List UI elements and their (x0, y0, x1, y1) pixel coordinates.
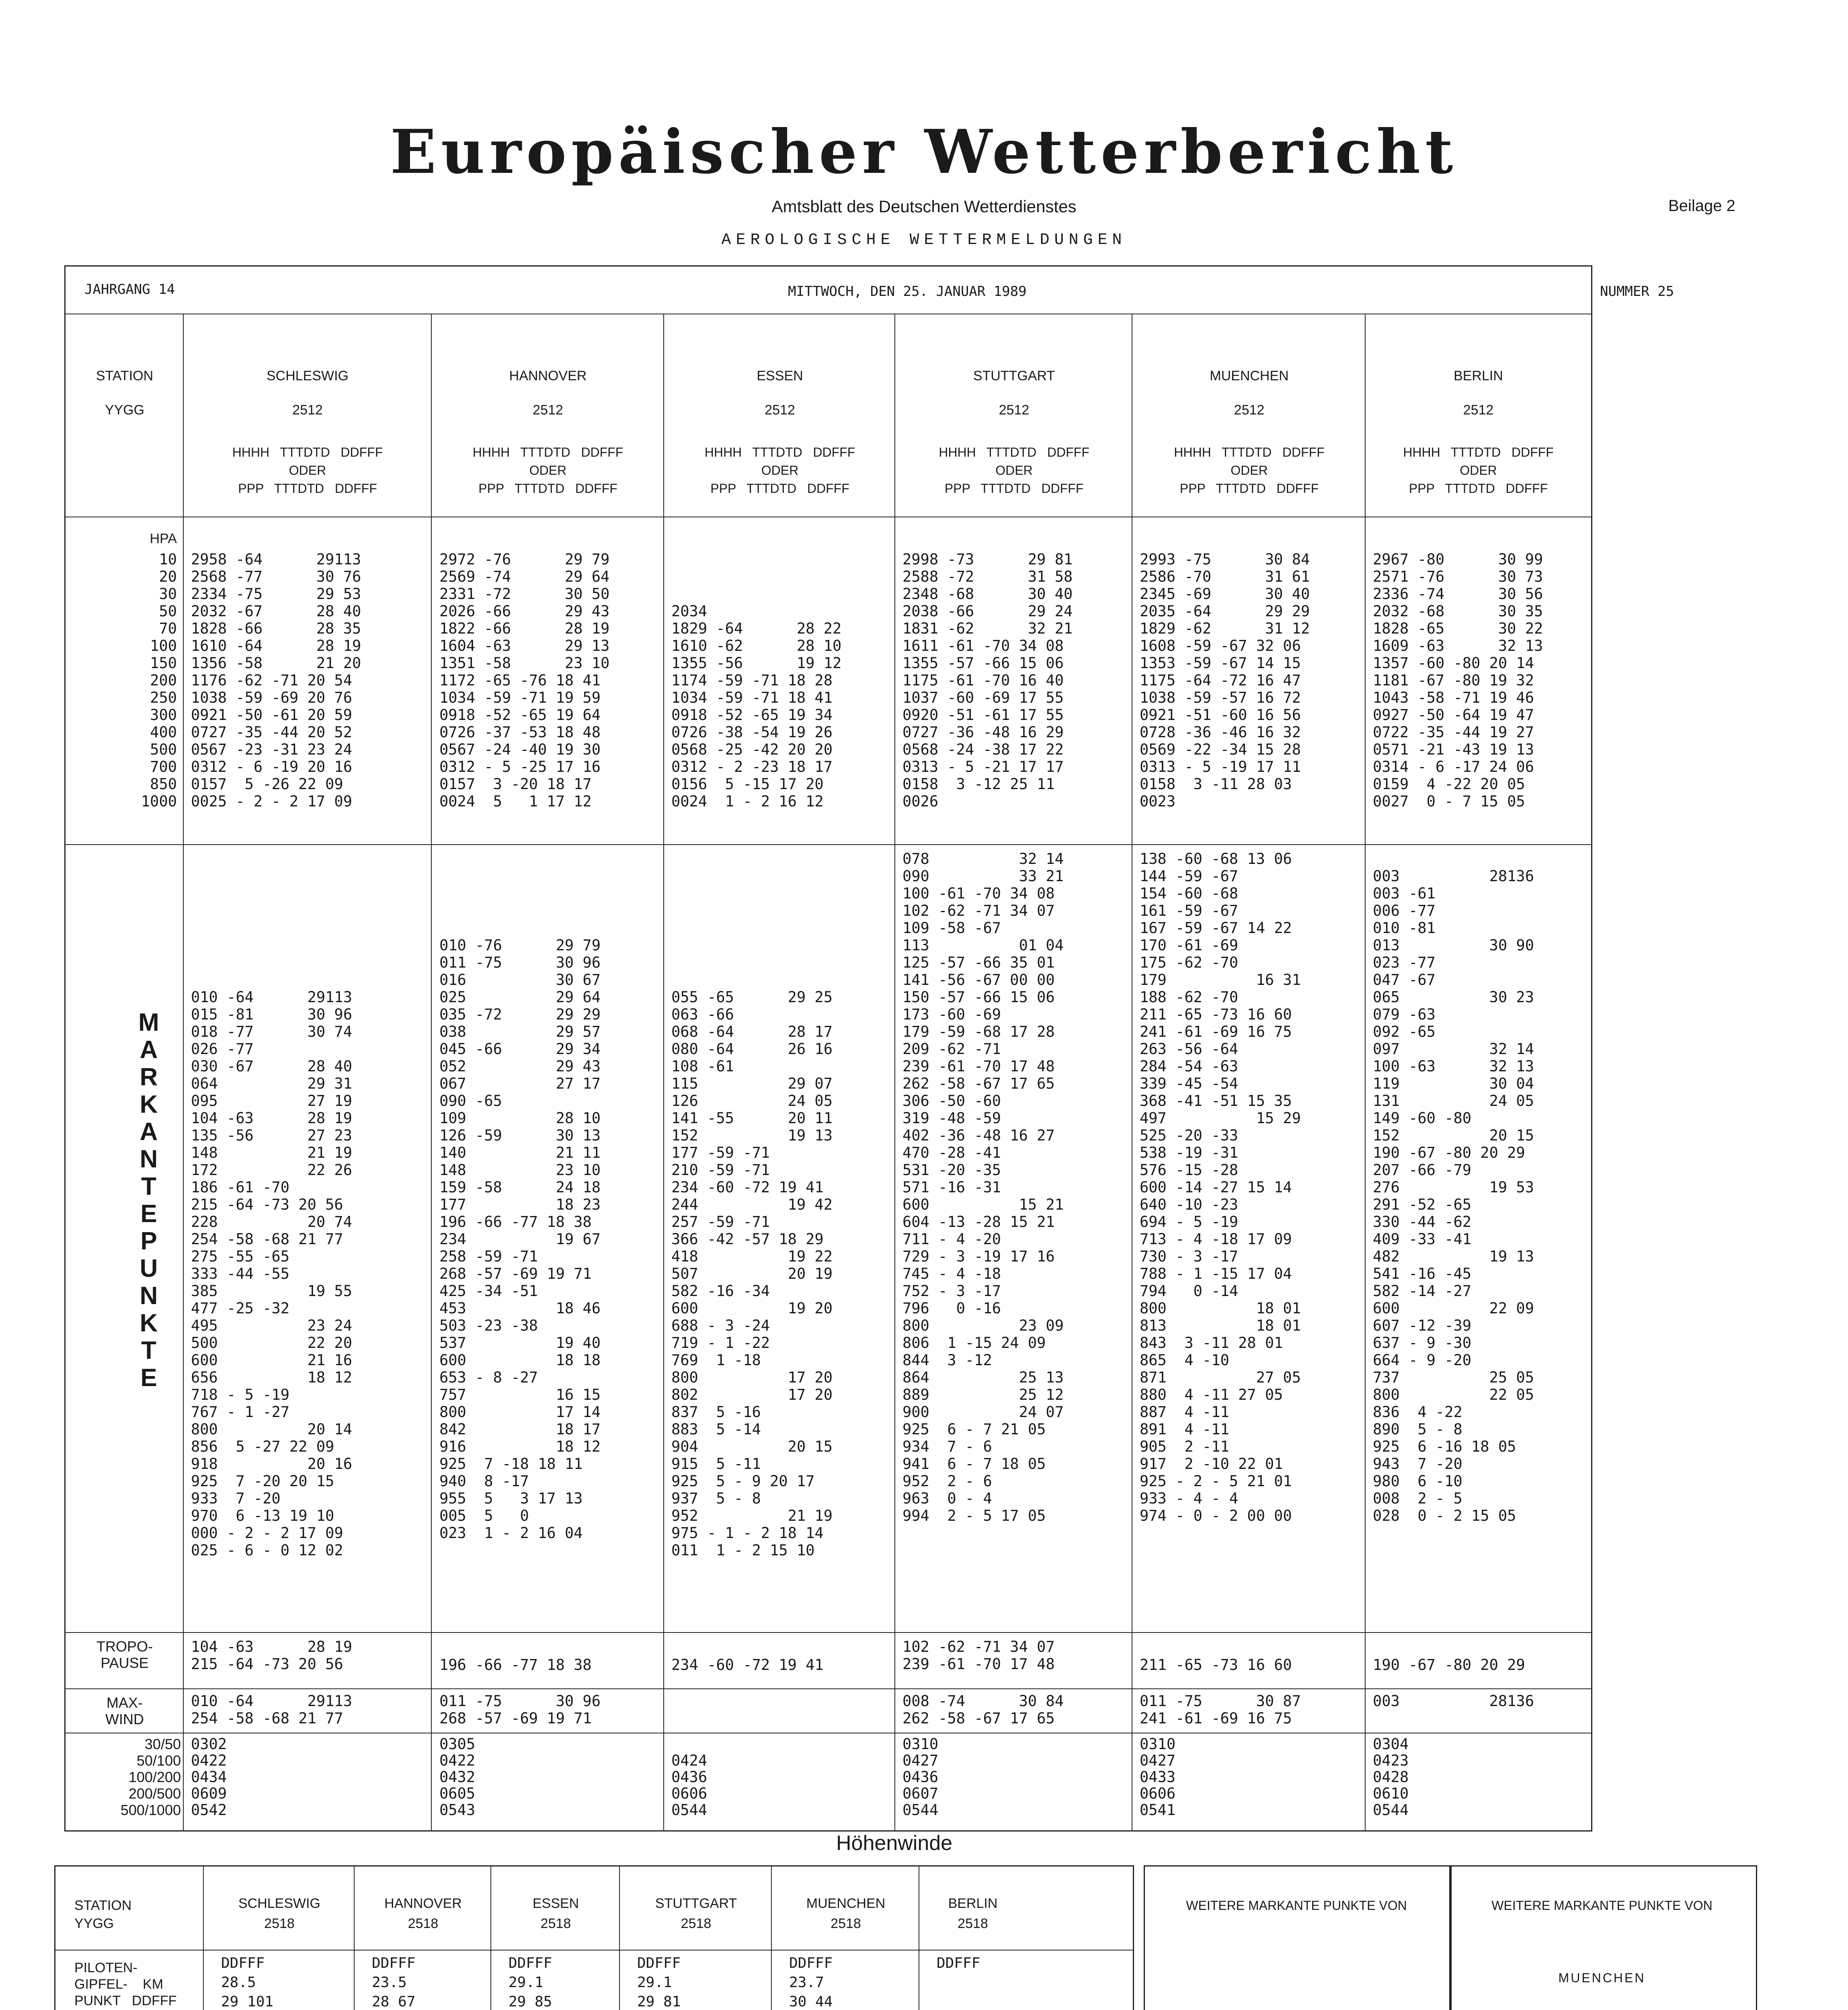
thickness-data: 0424 0436 0606 0544 (671, 1752, 708, 1819)
station-label: STATION (96, 368, 154, 384)
section-title: AEROLOGISCHE WETTERMELDUNGEN (721, 231, 1127, 249)
maxwind-data: 003 28136 (1373, 1692, 1534, 1710)
tropopause-data: 211 -65 -73 16 60 (1140, 1656, 1292, 1674)
col-header-mid: ODER (995, 463, 1033, 478)
hw-station-yygg: 2518 (540, 1916, 571, 1931)
hpa-label: HPA (150, 531, 177, 546)
col-header-bot: PPP TTTDTD DDFFF (1179, 481, 1319, 496)
jahrgang: JAHRGANG 14 (84, 281, 175, 297)
piloten-data: DDFFF 28.5 29 101 (221, 1955, 274, 2010)
markante-punkte-data: 078 32 14 090 33 21 100 -61 -70 34 08 102 -62 -71 34 07 109 -58 -67 113 01 04 125 -57 -66 35 01 141 -56 -67 00 00 150 -57 -66 15 06 173 -60 -69 179 -59 -68 17 28 209 -62 -71 239 -61 -70 17 48 262 -58 -67 17 65 306 -50 -60 319 -48 -59 402 -36 -48 16 27 470 -28 -41 531 -20 -35 571 -16 -31 600 15 21 604 -13 -28 15 21 711 - 4 -20 729 - 3 -19 17 16 745 - 4 -18 752 - 3 -17 796 0 -16 800 23 09 806 1 -15 24 09 844 3 -12 864 25 13 889 25 12 900 24 07 925 6 - 7 21 05 934 7 - 6 941 6 - 7 18 05 952 2 - 6 963 0 - 4 994 2 - 5 17 05 (902, 850, 1064, 1524)
markante-punkte-data: 010 -64 29113 015 -81 30 96 018 -77 30 74 026 -77 030 -67 28 40 064 29 31 095 27 19 104 -63 28 19 135 -56 27 23 148 21 19 172 22 26 186 -61 -70 215 -64 -73 20 56 228 20 74 254 -58 -68 21 77 275 -55 -65 333 -44 -55 385 19 55 477 -25 -32 495 23 24 500 22 20 600 21 16 656 18 12 718 - 5 -19 767 - 1 -27 800 20 14 856 5 -27 22 09 918 20 16 925 7 -20 20 15 933 7 -20 970 6 -13 19 10 000 - 2 - 2 17 09 025 - 6 - 0 12 02 (191, 989, 352, 1559)
hw-station-yygg: 2518 (958, 1916, 988, 1931)
maxwind-data: 010 -64 29113 254 -58 -68 21 77 (191, 1692, 352, 1727)
tropopause-data: 102 -62 -71 34 07 239 -61 -70 17 48 (902, 1638, 1055, 1673)
col-header-bot: PPP TTTDTD DDFFF (944, 481, 1084, 496)
station-yygg: 2512 (999, 402, 1030, 418)
hoehenwinde-title: Höhenwinde (836, 1832, 953, 1855)
thickness-labels: 30/50 50/100 100/200 200/500 500/1000 (120, 1736, 181, 1818)
col-header-top: HHHH TTTDTD DDFFF (1174, 445, 1325, 459)
standard-level-data: 2998 -73 29 81 2588 -72 31 58 2348 -68 30 40 2038 -66 29 24 1831 -62 32 21 1611 -61 -70 34 08 1355 -57 -66 15 06 1175 -61 -70 16 40 1037 -60 -69 17 55 0920 -51 -61 17 55 0727 -36 -48 16 29 0568 -24 -38 17 22 0313 - 5 -21 17 17 0158 3 -12 25 11 0026 (902, 551, 1073, 810)
station-name: BERLIN (1454, 368, 1503, 384)
standard-level-data: 2967 -80 30 99 2571 -76 30 73 2336 -74 30 56 2032 -68 30 35 1828 -65 30 22 1609 -63 32 13 1357 -60 -80 20 14 1181 -67 -80 19 32 1043 -58 -71 19 46 0927 -50 -64 19 47 0722 -35 -44 19 27 0571 -21 -43 19 13 0314 - 6 -17 24 06 0159 4 -22 20 05 0027 0 - 7 15 05 (1373, 551, 1543, 810)
col-header-top: HHHH TTTDTD DDFFF (704, 445, 855, 459)
hw-station-name: ESSEN (532, 1896, 579, 1911)
col-header-top: HHHH TTTDTD DDFFF (1403, 445, 1554, 459)
station-yygg: 2512 (765, 402, 795, 418)
hoehenwinde-table (54, 1865, 1134, 2010)
piloten-data: DDFFF (937, 1955, 980, 1971)
hpa-levels: 10 20 30 50 70 100 150 200 250 300 400 500 700 850 1000 (141, 551, 177, 810)
weitere-box-1 (1144, 1865, 1452, 2010)
piloten-data: DDFFF 23.7 30 44 (789, 1955, 833, 2010)
weitere-title: WEITERE MARKANTE PUNKTE VON (1186, 1898, 1407, 1913)
hw-station-yygg: 2518 (264, 1916, 295, 1931)
station-name: ESSEN (757, 368, 803, 384)
markante-punkte-data: 010 -76 29 79 011 -75 30 96 016 30 67 025 29 64 035 -72 29 29 038 29 57 045 -66 29 34 052 29 43 067 27 17 090 -65 109 28 10 126 -59 30 13 140 21 11 148 23 10 159 -58 24 18 177 18 23 196 -66 -77 18 38 234 19 67 258 -59 -71 268 -57 -69 19 71 425 -34 -51 453 18 46 503 -23 -38 537 19 40 600 18 18 653 - 8 -27 757 16 15 800 17 14 842 18 17 916 18 12 925 7 -18 18 11 940 8 -17 955 5 3 17 13 005 5 0 023 1 - 2 16 04 (439, 937, 601, 1542)
thickness-data: 0302 0422 0434 0609 0542 (191, 1735, 227, 1819)
hw-station-yygg: 2518 (831, 1916, 861, 1931)
col-header-bot: PPP TTTDTD DDFFF (1409, 481, 1548, 496)
station-yygg: 2512 (533, 402, 563, 418)
standard-level-data: 2034 1829 -64 28 22 1610 -62 28 10 1355 -56 19 12 1174 -59 -71 18 28 1034 -59 -71 18 41 0918 -52 -65 19 34 0726 -38 -54 19 26 0568 -25 -42 20 20 0312 - 2 -23 18 17 0156 5 -15 17 20 0024 1 - 2 16 12 (671, 603, 842, 810)
col-header-top: HHHH TTTDTD DDFFF (232, 445, 383, 459)
issue-number: NUMMER 25 (1600, 283, 1674, 299)
weitere-title: WEITERE MARKANTE PUNKTE VON (1491, 1898, 1713, 1913)
hw-station-name: BERLIN (948, 1896, 998, 1911)
maxwind-label: MAX- WIND (105, 1694, 144, 1727)
thickness-data: 0310 0427 0436 0607 0544 (902, 1735, 939, 1819)
piloten-data: DDFFF 29.1 29 85 (509, 1955, 552, 2010)
tropopause-data: 196 -66 -77 18 38 (439, 1656, 592, 1674)
hw-station-yygg: 2518 (408, 1916, 439, 1931)
issue-date: MITTWOCH, DEN 25. JANUAR 1989 (788, 283, 1027, 299)
weitere-box-2 (1449, 1865, 1757, 2010)
hw-station-name: SCHLESWIG (238, 1896, 321, 1911)
station-name: MUENCHEN (1210, 368, 1289, 384)
hw-station-yygg: 2518 (681, 1916, 712, 1931)
maxwind-data: 011 -75 30 87 241 -61 -69 16 75 (1140, 1692, 1301, 1727)
yygg-label: YYGG (105, 402, 145, 418)
col-header-mid: ODER (1460, 463, 1497, 478)
weitere-station: MUENCHEN (1558, 1971, 1646, 1985)
tropopause-data: 234 -60 -72 19 41 (671, 1656, 824, 1674)
col-header-mid: ODER (529, 463, 567, 478)
hw-station-name: MUENCHEN (806, 1896, 886, 1911)
col-header-top: HHHH TTTDTD DDFFF (472, 445, 624, 459)
beilage-label: Beilage 2 (1668, 197, 1735, 215)
tropopause-data: 104 -63 28 19 215 -64 -73 20 56 (191, 1638, 352, 1673)
standard-level-data: 2958 -64 29113 2568 -77 30 76 2334 -75 29 53 2032 -67 28 40 1828 -66 28 35 1610 -64 28 19 1356 -58 21 20 1176 -62 -71 20 54 1038 -59 -69 20 76 0921 -50 -61 20 59 0727 -35 -44 20 52 0567 -23 -31 23 24 0312 - 6 -19 20 16 0157 5 -26 22 09 0025 - 2 - 2 17 09 (191, 551, 361, 810)
thickness-data: 0310 0427 0433 0606 0541 (1140, 1735, 1176, 1819)
maxwind-data: 011 -75 30 96 268 -57 -69 19 71 (439, 1692, 601, 1727)
thickness-data: 0305 0422 0432 0605 0543 (439, 1735, 476, 1819)
col-header-bot: PPP TTTDTD DDFFF (238, 481, 377, 496)
station-yygg: 2512 (1234, 402, 1265, 418)
station-name: HANNOVER (509, 368, 587, 384)
markante-punkte-data: 055 -65 29 25 063 -66 068 -64 28 17 080 -64 26 16 108 -61 115 29 07 126 24 05 141 -55 20 11 152 19 13 177 -59 -71 210 -59 -71 234 -60 -72 19 41 244 19 42 257 -59 -71 366 -42 -57 18 29 418 19 22 507 20 19 582 -16 -34 600 19 20 688 - 3 -24 719 - 1 -22 769 1 -18 800 17 20 802 17 20 837 5 -16 883 5 -14 904 20 15 915 5 -11 925 5 - 9 20 17 937 5 - 8 952 21 19 975 - 1 - 2 18 14 011 1 - 2 15 10 (671, 989, 833, 1559)
station-name: STUTTGART (973, 368, 1055, 384)
thickness-data: 0304 0423 0428 0610 0544 (1373, 1735, 1409, 1819)
col-header-bot: PPP TTTDTD DDFFF (710, 481, 849, 496)
piloten-data: DDFFF 23.5 28 67 (372, 1955, 416, 2010)
page-title: Europäischer Wetterbericht (390, 117, 1458, 187)
markante-punkte-label: M A R K A N T E P U N K T E (138, 1009, 159, 1392)
markante-punkte-data: 138 -60 -68 13 06 144 -59 -67 154 -60 -68 161 -59 -67 167 -59 -67 14 22 170 -61 -69 175 -62 -70 179 16 31 188 -62 -70 211 -65 -73 16 60 241 -61 -69 16 75 263 -56 -64 284 -54 -63 339 -45 -54 368 -41 -51 15 35 497 15 29 525 -20 -33 538 -19 -31 576 -15 -28 600 -14 -27 15 14 640 -10 -23 694 - 5 -19 713 - 4 -18 17 09 730 - 3 -17 788 - 1 -15 17 04 794 0 -14 800 18 01 813 18 01 843 3 -11 28 01 865 4 -10 871 27 05 880 4 -11 27 05 887 4 -11 891 4 -11 905 2 -11 917 2 -10 22 01 925 - 2 - 5 21 01 933 - 4 - 4 974 - 0 - 2 00 00 (1140, 850, 1301, 1524)
col-header-mid: ODER (289, 463, 326, 478)
subtitle: Amtsblatt des Deutschen Wetterdienstes (771, 197, 1077, 216)
standard-level-data: 2993 -75 30 84 2586 -70 31 61 2345 -69 30 40 2035 -64 29 29 1829 -62 31 12 1608 -59 -67 32 06 1353 -59 -67 14 15 1175 -64 -72 16 47 1038 -59 -57 16 72 0921 -51 -60 16 56 0728 -36 -46 16 32 0569 -22 -34 15 28 0313 - 5 -19 17 11 0158 3 -11 28 03 0023 (1140, 551, 1310, 810)
tropopause-data: 190 -67 -80 20 29 (1373, 1656, 1525, 1674)
hw-station-name: STUTTGART (655, 1896, 737, 1911)
station-name: SCHLESWIG (266, 368, 349, 384)
col-header-mid: ODER (1231, 463, 1268, 478)
hw-station-name: HANNOVER (384, 1896, 462, 1911)
piloten-data: DDFFF 29.1 29 81 (637, 1955, 681, 2010)
markante-punkte-data: 003 28136 003 -61 006 -77 010 -81 013 30 90 023 -77 047 -67 065 30 23 079 -63 092 -65 097 32 14 100 -63 32 13 119 30 04 131 24 05 149 -60 -80 152 20 15 190 -67 -80 20 29 207 -66 -79 276 19 53 291 -52 -65 330 -44 -62 409 -33 -41 482 19 13 541 -16 -45 582 -14 -27 600 22 09 607 -12 -39 637 - 9 -30 664 - 9 -20 737 25 05 800 22 05 836 4 -22 890 5 - 8 925 6 -16 18 05 943 7 -20 980 6 -10 008 2 - 5 028 0 - 2 15 05 (1373, 868, 1534, 1524)
hw-yygg-label: YYGG (74, 1916, 114, 1931)
standard-level-data: 2972 -76 29 79 2569 -74 29 64 2331 -72 30 50 2026 -66 29 43 1822 -66 28 19 1604 -63 29 13 1351 -58 23 10 1172 -65 -76 18 41 1034 -59 -71 19 59 0918 -52 -65 19 64 0726 -37 -53 18 48 0567 -24 -40 19 30 0312 - 5 -25 17 16 0157 3 -20 18 17 0024 5 1 17 12 (439, 551, 610, 810)
tropopause-label: TROPO- PAUSE (96, 1638, 153, 1671)
hw-station-label: STATION (74, 1898, 132, 1913)
col-header-bot: PPP TTTDTD DDFFF (478, 481, 617, 496)
piloten-label: PILOTEN- GIPFEL- KM PUNKT DDFFF (74, 1960, 177, 2008)
station-yygg: 2512 (292, 402, 323, 418)
col-header-mid: ODER (761, 463, 799, 478)
station-yygg: 2512 (1463, 402, 1494, 418)
maxwind-data: 008 -74 30 84 262 -58 -67 17 65 (902, 1692, 1064, 1727)
col-header-top: HHHH TTTDTD DDFFF (939, 445, 1089, 459)
